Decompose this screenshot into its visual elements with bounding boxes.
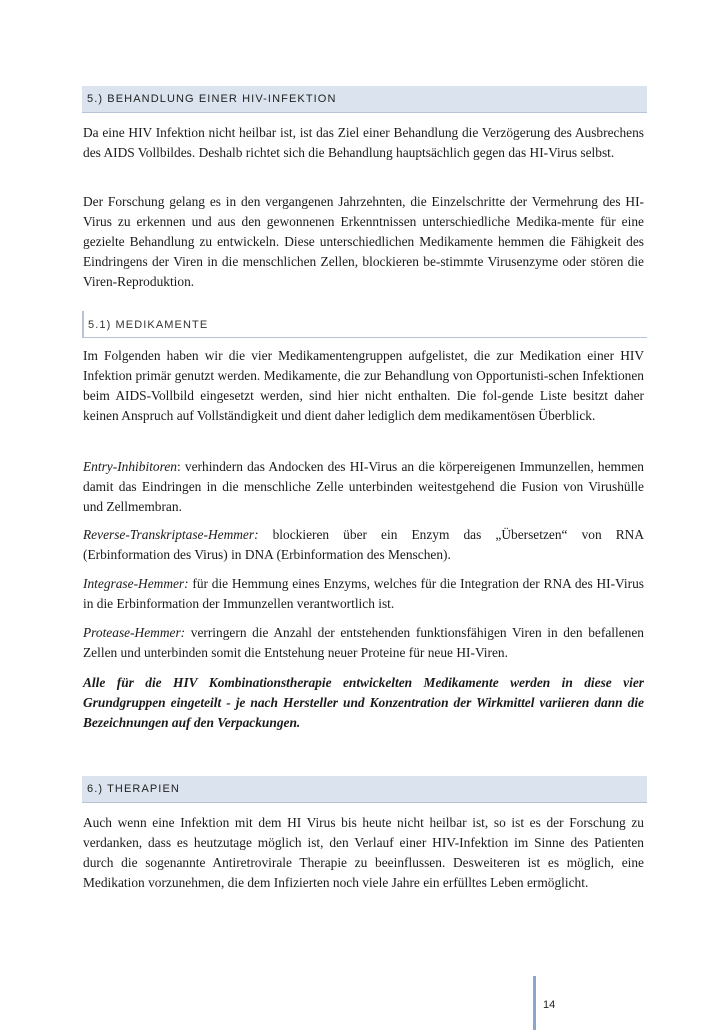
drug-group-term: Reverse-Transkriptase-Hemmer: xyxy=(83,527,259,542)
drug-group-protease-inhibitors xyxy=(83,623,644,663)
drug-group-term: Protease-Hemmer: xyxy=(83,625,186,640)
drug-group-description: : verhindern das Andocken des HI-Virus an die körpereigenen Immunzellen, hemmen damit das Eindringen in die menschliche Zelle unterbinden weitestgehend die Fusion von Virushülle und Zellmembran. xyxy=(83,459,644,514)
drug-group-entry-inhibitors xyxy=(83,457,644,517)
page-number: 14 xyxy=(543,999,556,1011)
drug-group-description: blockieren über ein Enzym das „Übersetzen“ von RNA (Erbinformation des Virus) in DNA (Erbinformation des Menschen). xyxy=(83,527,644,562)
paragraph-5-intro: Da eine HIV Infektion nicht heilbar ist, ist das Ziel einer Behandlung die Verzögerung des Ausbrechens des AIDS Vollbildes. Deshalb richtet sich die Behandlung hauptsächlich gegen das HI-Virus selbst. xyxy=(83,125,644,160)
drug-group-description: für die Hemmung eines Enzyms, welches für die Integration der RNA des HI-Virus in die Erbinformation der Immunzellen verantwortlich ist. xyxy=(83,576,644,611)
section-heading-5-1-text: 5.1) MEDIKAMENTE xyxy=(88,319,209,331)
drug-group-rt-inhibitors xyxy=(83,525,644,565)
drug-group-term: Entry-Inhibitoren xyxy=(83,459,177,474)
paragraph-5-research: Der Forschung gelang es in den vergangenen Jahrzehnten, die Einzelschritte der Vermehrung des HI-Virus zu erkennen und aus den gewonnenen Erkenntnissen unterschiedliche Medika-mente für eine gezielte Behandlung zu entwickeln. Diese unterschiedlichen Medikamente hemmen die Fähigkeit des Eindringens der Viren in die menschlichen Zellen, blockieren be-stimmte Virusenzyme oder stören die Viren-Reproduktion. xyxy=(83,194,644,289)
drug-group-term: Integrase-Hemmer: xyxy=(83,576,189,591)
drug-group-description: verringern die Anzahl der entstehenden funktionsfähigen Viren in den befallenen Zellen und unterbinden somit die Entstehung neuer Proteine für neue HI-Viren. xyxy=(83,625,644,660)
paragraph-medikamente-intro: Im Folgenden haben wir die vier Medikamentengruppen aufgelistet, die zur Medikation einer HIV Infektion primär genutzt werden. Medikamente, die zur Behandlung von Opportunisti-schen Infektionen beim AIDS-Vollbild eingesetzt werden, sind hier nicht enthalten. Die fol-gende Liste besitzt daher keinen Anspruch auf Vollständigkeit und dient daher lediglich dem medikamentösen Überblick. xyxy=(83,348,644,423)
paragraph-therapien: Auch wenn eine Infektion mit dem HI Virus bis heute nicht heilbar ist, so ist es der Forschung zu verdanken, dass es heutzutage möglich ist, den Verlauf einer HIV-Infektion im Sinne des Patienten durch die sogenannte Antiretrovirale Therapie zu beeinflussen. Desweiteren ist es möglich, eine Medikation vorzunehmen, die dem Infizierten noch viele Jahre ein erfülltes Leben ermöglicht. xyxy=(83,815,644,890)
drug-group-integrase-inhibitors xyxy=(83,574,644,614)
section-heading-5-1 xyxy=(82,311,647,338)
section-heading-6 xyxy=(82,776,647,803)
paragraph-summary-bold: Alle für die HIV Kombinationstherapie entwickelten Medikamente werden in diese vier Grundgruppen eingeteilt - je nach Hersteller und Konzentration der Wirkmittel variieren dann die Bezeichnungen auf den Verpackungen. xyxy=(83,675,644,730)
section-heading-5 xyxy=(82,86,647,113)
section-heading-5-text: 5.) BEHANDLUNG EINER HIV-INFEKTION xyxy=(87,93,337,105)
page-number-marker xyxy=(533,976,536,1030)
section-heading-6-text: 6.) THERAPIEN xyxy=(87,783,180,795)
